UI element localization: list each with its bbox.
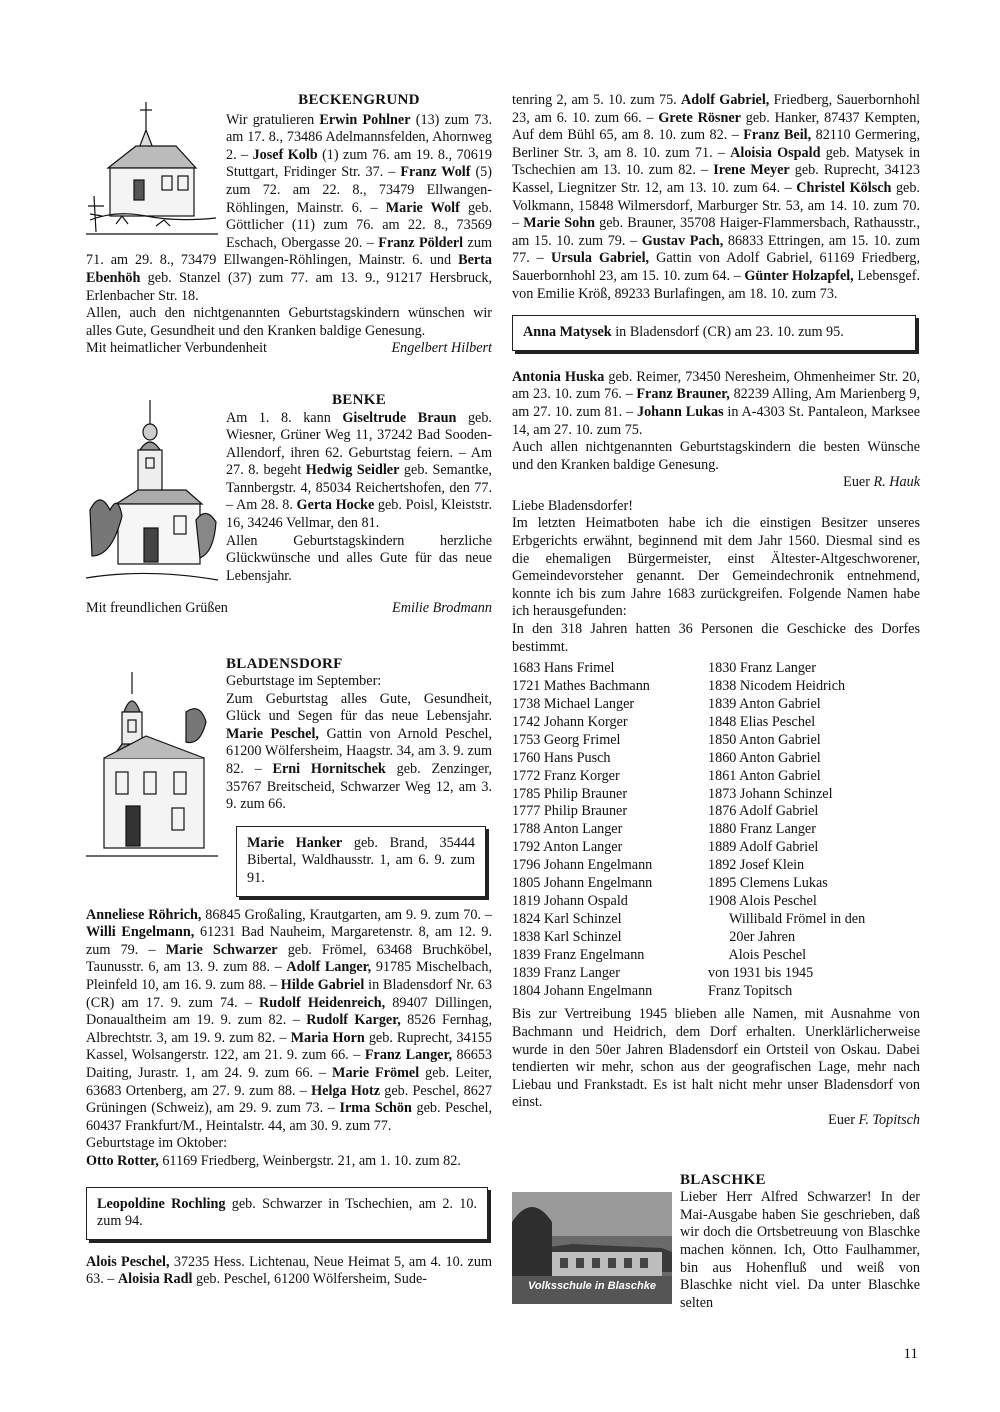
mayor-list-left	[512, 660, 704, 1000]
section-benke	[86, 392, 492, 618]
bold-name: Maria Horn	[290, 1029, 365, 1046]
bold-name: Adolf Gabriel,	[681, 92, 770, 108]
bold-name: Rudolf Karger,	[306, 1012, 401, 1029]
section-blaschke	[512, 1172, 920, 1313]
bold-name: Anna Matysek	[523, 324, 612, 341]
october-list: Otto Rotter, 61169 Friedberg, Weinbergstr. 21, am 1. 10. zum 82.	[86, 1152, 461, 1169]
heading-bladensdorf: BLADENSDORF	[226, 655, 343, 672]
mayor-list	[512, 660, 920, 1000]
list-item: 1772 Franz Korger	[512, 767, 620, 784]
list-item: 1876 Adolf Gabriel	[708, 803, 819, 820]
list-item: 1796 Johann Engelmann	[512, 857, 653, 874]
benke-wishes: Allen Geburtstagskindern herzliche Glückwünsche und alles Gute für das neue Lebensjahr.	[226, 532, 492, 584]
bold-name: Franz Wolf	[400, 164, 471, 181]
list-item: 1892 Josef Klein	[708, 857, 805, 874]
bladensdorf-subheading: Geburtstage im September:	[226, 673, 382, 690]
bladensdorf-body: Zum Geburtstag alles Gute, Gesundheit, Glück und Segen für das neue Lebensjahr. Marie Peschel, Gattin von Arnold Peschel, 61200 Wölfersheim, Haagstr. 34, am 3. 9. zum 82. – Erni Hornitschek geb. Zenzinger, 35767 Breitscheid, Schwarzer Weg 12, am 3. 9. zum 66.	[226, 690, 492, 813]
list-item: 1830 Franz Langer	[708, 660, 816, 677]
list-item: 1838 Karl Schinzel	[512, 928, 622, 945]
box-text: Leopoldine Rochling geb. Schwarzer in Tschechien, am 2. 10. zum 94.	[97, 1195, 477, 1230]
letter-paragraph-1: Im letzten Heimatboten habe ich die einstigen Besitzer unseres Erbgerichts erwähnt, beginnend mit dem Jahr 1560. Diesmal sind es die ehemaligen Bürgermeister, einst Ältester-Altgeschworener, Gemeindevorsteher genannt. Der Gemeindechronik entnehmend, konnte ich bis zum Jahre 1683 zurückgreifen. Folgende Namen habe ich herausgefunden:	[512, 515, 920, 620]
bold-name: Marie Frömel	[332, 1064, 420, 1081]
bold-name: Hedwig Seidler	[305, 462, 400, 479]
list-item: Willibald Frömel in den	[708, 910, 866, 927]
highlight-box-anna-matysek	[512, 315, 916, 351]
signature-line: Euer R. Hauk	[843, 474, 920, 491]
bold-name: Anneliese Röhrich,	[86, 906, 202, 923]
list-item: 1683 Hans Frimel	[512, 660, 615, 677]
bold-name: Marie Wolf	[385, 199, 460, 216]
october-heading: Geburtstage im Oktober:	[86, 1135, 228, 1152]
list-item: 1777 Philip Brauner	[512, 803, 628, 820]
list-item: Alois Peschel	[708, 946, 807, 963]
heading-beckengrund: BECKENGRUND	[298, 92, 420, 108]
bold-name: Marie Schwarzer	[165, 941, 278, 958]
list-item: 1792 Anton Langer	[512, 839, 623, 856]
bold-name: Grete Rösner	[658, 109, 741, 126]
bold-name: Christel Kölsch	[796, 179, 892, 196]
benke-body: Am 1. 8. kann Giseltrude Braun geb. Wiesner, Grüner Weg 11, 37242 Bad Sooden-Allendorf, ihren 62. Geburtstag feiern. – Am 27. 8. begeht Hedwig Seidler geb. Semantke, Tannbergstr. 4, 85034 Reichertshofen, den 77. – Am 28. 8. Gerta Hocke geb. Poisl, Kleiststr. 16, 34246 Vellmar, den 81.	[226, 409, 493, 532]
bold-name: Marie Sohn	[523, 215, 596, 232]
photo-caption: Volksschule in Blaschke	[528, 1280, 656, 1292]
church-illustration-benke	[86, 400, 218, 600]
highlight-box-marie-hanker	[236, 826, 486, 897]
list-item: 1838 Nicodem Heidrich	[708, 678, 846, 695]
bold-name: Franz Brauner,	[636, 386, 730, 403]
october-list-right-2: Antonia Huska geb. Reimer, 73450 Neresheim, Ohmenheimer Str. 20, am 23. 10. zum 76. – Franz Brauner, 82239 Alling, Am Marienberg 9, am 27. 10. zum 81. – Johann Lukas in A-4303 St. Pantaleon, Marksee 14, am 27. 10. zum 75.	[512, 368, 921, 438]
bold-name: Irene Meyer	[713, 162, 790, 179]
list-item: 1742 Johann Korger	[512, 713, 628, 730]
box-text: Anna Matysek in Bladensdorf (CR) am 23. 10. zum 95.	[523, 324, 844, 341]
list-item: 1738 Michael Langer	[512, 696, 635, 713]
letter-bladensdorf	[512, 498, 920, 1130]
benke-signoff	[86, 600, 492, 618]
right-column	[512, 92, 920, 1312]
bold-name: Erni Hornitschek	[272, 761, 386, 778]
bold-name: Erwin Pohlner	[319, 111, 411, 128]
page-number: 11	[903, 1346, 918, 1362]
list-item: 1895 Clemens Lukas	[708, 875, 828, 892]
list-item: 1889 Adolf Gabriel	[708, 839, 819, 856]
hauk-signoff	[512, 474, 920, 492]
letter-greeting: Liebe Bladensdorfer!	[512, 497, 633, 514]
list-item: 1788 Anton Langer	[512, 821, 623, 838]
beckengrund-signoff	[86, 340, 492, 358]
list-item: 1760 Hans Pusch	[512, 749, 611, 766]
list-item: 1785 Philip Brauner	[512, 785, 628, 802]
bold-name: Willi Engelmann,	[86, 924, 195, 941]
october-list-right: tenring 2, am 5. 10. zum 75. Adolf Gabriel, Friedberg, Sauerbornhohl 23, am 6. 10. zum 66. – Grete Rösner geb. Hanker, 87437 Kempten, Auf dem Bühl 65, am 8. 10. zum 82. – Franz Beil, 82110 Germering, Berliner Str. 3, am 8. 10. zum 71. – Aloisia Ospald geb. Matysek in Tschechien am 13. 10. zum 82. – Irene Meyer geb. Ruprecht, 34123 Kassel, Liegnitzer Str. 12, am 13. 10. zum 64. – Christel Kölsch geb. Volkmann, 15848 Wilmersdorf, Marburger Str. 53, am 14. 10. zum 70. – Marie Sohn geb. Brauner, 35708 Haiger-Flammersbach, Rathausstr., am 15. 10. zum 79. – Gustav Pach, 86833 Ettringen, am 15. 10. zum 77. – Ursula Gabriel, Gattin von Adolf Gabriel, 61169 Friedberg, Sauerbornhohl 23, am 15. 10. zum 64. – Günter Holzapfel, Lebensgef. von Emilie Kröß, 89233 Burlafingen, am 18. 10. zum 73.	[512, 92, 921, 302]
closing-text: Mit freundlichen Grüßen	[86, 599, 228, 616]
blaschke-body: Lieber Herr Alfred Schwarzer! In der Mai-Ausgabe haben Sie geschrieben, daß wir doch die Ortsbetreuung von Blaschke machen können. Ich, Otto Faulhammer, bin aus Hohenfluß und weiß von Blaschke nicht viel. Da unter Blaschke selten	[680, 1189, 920, 1311]
bold-name: Franz Pölderl	[378, 234, 464, 251]
letter-paragraph-2: In den 318 Jahren hatten 36 Personen die Geschicke des Dorfes bestimmt.	[512, 621, 920, 655]
bold-name: Marie Peschel,	[226, 725, 319, 742]
beckengrund-body: Wir gratulieren Erwin Pohlner (13) zum 73. am 17. 8., 73486 Adelmannsfelden, Ahornweg 2. – Josef Kolb (1) zum 76. am 19. 8., 70619 Stuttgart, Fridinger Str. 37. – Franz Wolf (5) zum 72. am 22. 8., 73479 Ellwangen-Röhlingen, Mainstr. 6. – Marie Wolf geb. Göttlicher (11) zum 76. am 22. 8., 73569 Eschach, Obergasse 20. – Franz Pölderl zum 71. am 29. 8., 73479 Ellwangen-Röhlingen, Mainstr. 6. und Berta Ebenhöh geb. Stanzel (37) zum 77. am 13. 9., 91217 Hersbruck, Erlenbacher Str. 18.	[86, 111, 493, 304]
bold-name: Giseltrude Braun	[342, 409, 457, 426]
box-text: Marie Hanker geb. Brand, 35444 Bibertal, Waldhausstr. 1, am 6. 9. zum 91.	[247, 834, 475, 887]
church-illustration-bladensdorf	[86, 672, 218, 868]
list-item: von 1931 bis 1945	[708, 964, 814, 981]
list-item: 1824 Karl Schinzel	[512, 910, 622, 927]
wishes-text: Auch allen nichtgenannten Geburtstagskindern die besten Wünsche und den Kranken baldige Genesung.	[512, 439, 920, 473]
list-item: 1860 Anton Gabriel	[708, 749, 821, 766]
list-item: 1908 Alois Peschel	[708, 893, 817, 909]
highlight-box-leopoldine	[86, 1187, 488, 1240]
bold-name: Josef Kolb	[252, 146, 318, 163]
heading-blaschke: BLASCHKE	[680, 1171, 766, 1188]
bold-name: Berta Ebenhöh	[86, 252, 492, 286]
list-item: 1819 Johann Ospald	[512, 893, 628, 909]
bold-name: Antonia Huska	[512, 368, 605, 385]
bold-name: Gustav Pach,	[641, 232, 724, 249]
list-item: 1721 Mathes Bachmann	[512, 678, 650, 695]
list-item: Franz Topitsch	[708, 982, 793, 999]
bold-name: Johann Lukas	[636, 403, 724, 420]
bold-name: Leopoldine Rochling	[97, 1195, 226, 1212]
section-beckengrund	[86, 92, 492, 358]
photo-volksschule	[512, 1192, 672, 1304]
bold-name: Franz Langer,	[364, 1047, 453, 1064]
list-item: 1839 Franz Langer	[512, 964, 620, 981]
october-list-continued: Alois Peschel, 37235 Hess. Lichtenau, Neue Heimat 5, am 4. 10. zum 63. – Aloisia Radl geb. Peschel, 61200 Wölfersheim, Sude-	[86, 1253, 493, 1288]
bold-name: Irma Schön	[339, 1100, 412, 1117]
letter-paragraph-3: Bis zur Vertreibung 1945 blieben alle Namen, mit Ausnahme von Bachmann und Heidrich, dem Dorf erhalten. Unerklärlicherweise wurde in den 50er Jahren Bladensdorf ein Ortsteil von Oskau. Dabei tendierten wir mehr, schon aus der geografischen Lage, mehr nach Liebau und Frankstadt. Es ist halt nicht mehr unser Bladensdorf von einst.	[512, 1006, 920, 1111]
left-column	[86, 92, 492, 1289]
beckengrund-wishes: Allen, auch den nichtgenannten Geburtstagskindern wünschen wir alles Gute, Gesundheit und den Kranken baldige Genesung.	[86, 305, 492, 339]
church-illustration-beckengrund	[86, 96, 218, 238]
closing-text: Mit heimatlicher Verbundenheit	[86, 340, 267, 357]
bold-name: Günter Holzapfel,	[744, 267, 854, 284]
list-item: 1873 Johann Schinzel	[708, 785, 833, 802]
bold-name: Otto Rotter,	[86, 1152, 159, 1169]
heading-benke: BENKE	[331, 391, 386, 408]
mayor-list-right	[708, 660, 920, 1000]
list-item: 1839 Franz Engelmann	[512, 946, 645, 963]
bold-name: Helga Hotz	[311, 1082, 380, 1099]
bold-name: Rudolf Heidenreich,	[258, 994, 386, 1011]
bold-name: Adolf Langer,	[286, 959, 372, 976]
list-item: 1805 Johann Engelmann	[512, 875, 653, 892]
list-item: 1848 Elias Peschel	[708, 713, 816, 730]
section-bladensdorf	[86, 656, 492, 1289]
signature-line: Euer F. Topitsch	[828, 1112, 920, 1128]
list-item: 1753 Georg Frimel	[512, 731, 621, 748]
signature: Engelbert Hilbert	[391, 340, 492, 357]
bold-name: Ursula Gabriel,	[550, 250, 650, 267]
list-item: 1861 Anton Gabriel	[708, 767, 821, 784]
signature: Emilie Brodmann	[392, 599, 492, 616]
bold-name: Hilde Gabriel	[280, 977, 365, 993]
bold-name: Alois Peschel,	[86, 1253, 170, 1270]
bold-name: Franz Beil,	[743, 127, 812, 144]
list-item: 20er Jahren	[708, 928, 796, 945]
bold-name: Aloisia Ospald	[730, 144, 821, 161]
bold-name: Marie Hanker	[247, 834, 343, 851]
bladensdorf-september-list: Anneliese Röhrich, 86845 Großaling, Krautgarten, am 9. 9. zum 70. – Willi Engelmann, 61231 Bad Nauheim, Margaretenstr. 8, am 12. 9. zum 79. – Marie Schwarzer geb. Frömel, 63468 Bruchköbel, Taunusstr. 6, am 13. 9. zum 88. – Adolf Langer, 91785 Mischelbach, Pleinfeld 10, am 16. 9. zum 88. – Hilde Gabriel in Bladensdorf Nr. 63 (CR) am 17. 9. zum 74. – Rudolf Heidenreich, 89407 Dillingen, Donaualtheim am 19. 9. zum 82. – Rudolf Karger, 8526 Fernhag, Albrechtstr. 3, am 19. 9. zum 82. – Maria Horn geb. Ruprecht, 34155 Kassel, Wolsangerstr. 122, am 21. 9. zum 66. – Franz Langer, 86653 Daiting, Jurastr. 1, am 24. 9. zum 66. – Marie Frömel geb. Leiter, 63683 Ortenberg, am 27. 9. zum 88. – Helga Hotz geb. Peschel, 8627 Grüningen (Schweiz), am 29. 9. zum 73. – Irma Schön geb. Peschel, 60437 Frankfurt/M., Heintalstr. 44, am 30. 9. zum 77.	[86, 906, 493, 1134]
bold-name: Aloisia Radl	[117, 1271, 193, 1288]
topitsch-signoff	[512, 1112, 920, 1130]
list-item: 1850 Anton Gabriel	[708, 731, 821, 748]
list-item: 1804 Johann Engelmann	[512, 982, 653, 999]
list-item: 1880 Franz Langer	[708, 821, 816, 838]
bold-name: Gerta Hocke	[296, 497, 375, 514]
list-item: 1839 Anton Gabriel	[708, 696, 821, 713]
